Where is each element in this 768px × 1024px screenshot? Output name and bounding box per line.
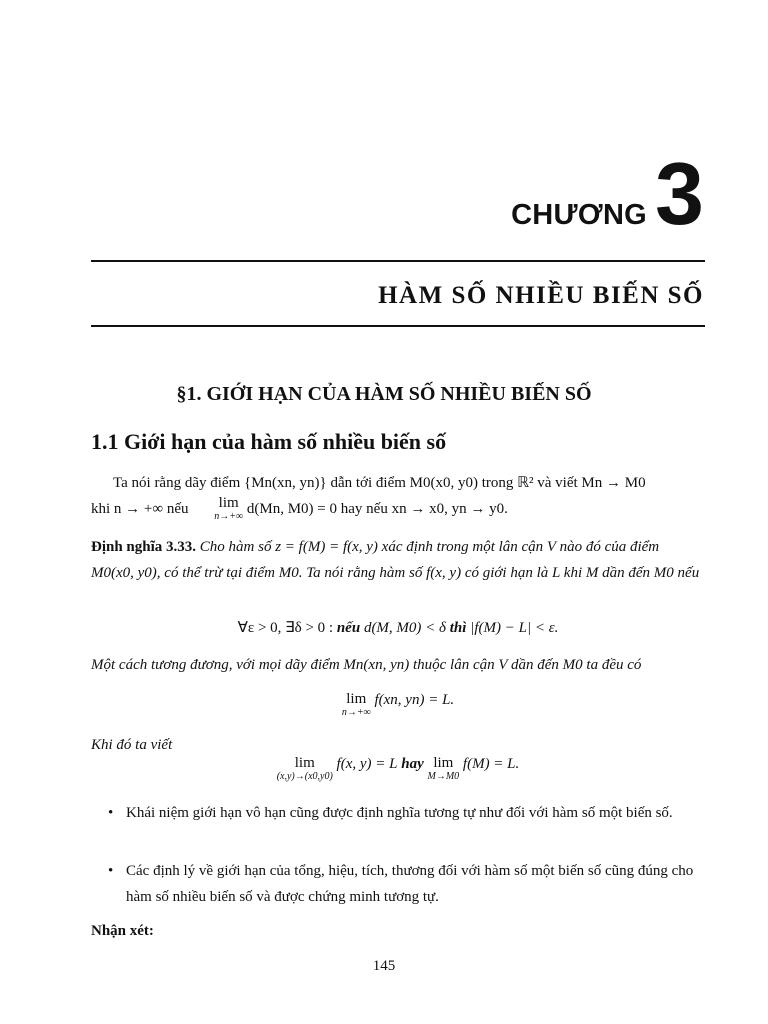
notation-lim1-word: lim — [294, 755, 315, 771]
subsection-title: 1.1 Giới hạn của hàm số nhiều biến số — [91, 429, 447, 454]
top-rule — [91, 260, 705, 262]
bullet-icon: • — [108, 863, 114, 879]
chapter-title: HÀM SỐ NHIỀU BIẾN SỐ — [378, 282, 704, 309]
intro-limit — [192, 496, 243, 522]
formula-if: nếu — [336, 620, 361, 636]
equivalent-limit — [342, 692, 371, 718]
bullet-item-2 — [108, 858, 705, 910]
equivalent-lim-sub: n→+∞ — [341, 707, 371, 718]
intro-paragraph — [91, 470, 705, 522]
intro-lim-sub: n→+∞ — [214, 511, 244, 522]
chapter-heading — [511, 144, 704, 243]
definition-formula — [91, 618, 705, 637]
chapter-number: 3 — [655, 144, 704, 243]
notation-lim1-sub: (x,y)→(x0,y0) — [276, 771, 333, 782]
formula-then: thì — [449, 620, 467, 636]
intro-line-2b: d(Mn, M0) = 0 hay nếu xn → x0, yn → y0. — [246, 501, 508, 517]
notation-formula — [91, 756, 705, 782]
remark-label: Nhận xét: — [91, 923, 154, 939]
notation-expression-1: f(x, y) = L — [336, 756, 398, 772]
definition-label: Định nghĩa 3.33. — [91, 539, 197, 555]
notation-expression-2: f(M) = L. — [462, 756, 520, 772]
chapter-label: CHƯƠNG — [511, 199, 648, 231]
definition-paragraph — [91, 534, 705, 586]
equivalent-expression: f(xn, yn) = L. — [374, 692, 455, 708]
intro-line-1: Ta nói rằng dãy điểm {Mn(xn, yn)} dẫn tới điểm M0(x0, y0) trong ℝ² và viết Mn → M0 — [113, 475, 646, 491]
bullet-text-1: Khái niệm giới hạn vô hạn cũng được định nghĩa tương tự như đối với hàm số một biến số. — [126, 805, 673, 821]
formula-quantifiers: ∀ε > 0, ∃δ > 0 : — [237, 620, 334, 636]
bullet-item-1 — [108, 800, 705, 826]
bullet-icon: • — [108, 805, 114, 821]
notation-lim2-sub: M→M0 — [427, 771, 460, 782]
section-title: §1. GIỚI HẠN CỦA HÀM SỐ NHIỀU BIẾN SỐ — [176, 383, 592, 405]
notation-limit-2 — [427, 756, 459, 782]
bullet-text-2: Các định lý về giới hạn của tổng, hiệu, tích, thương đối với hàm số một biến số cũng đúng cho hàm số nhiều biến số và được chứng minh tương tự. — [126, 863, 694, 905]
notation-limit-1 — [277, 756, 333, 782]
equivalent-paragraph: Một cách tương đương, với mọi dãy điểm Mn(xn, yn) thuộc lân cận V dần đến M0 ta đều có — [91, 657, 642, 673]
intro-lim-word: lim — [218, 495, 239, 511]
formula-distance: d(M, M0) < δ — [363, 620, 447, 636]
formula-bound: |f(M) − L| < ε. — [470, 620, 559, 636]
equivalent-lim-word: lim — [346, 691, 367, 707]
notation-or: hay — [401, 756, 424, 772]
page-number: 145 — [372, 958, 396, 974]
equivalent-formula — [91, 692, 705, 718]
notation-lim2-word: lim — [433, 755, 454, 771]
intro-line-2a: khi n → +∞ nếu — [91, 501, 189, 517]
bottom-rule — [91, 325, 705, 327]
definition-text: Cho hàm số z = f(M) = f(x, y) xác định trong một lân cận V nào đó của điểm M0(x0, y0), có thể trừ tại điểm M0. Ta nói rằng hàm số f(x, y) có giới hạn là L khi M dần đến M0 nếu — [91, 539, 700, 581]
notation-intro: Khi đó ta viết — [91, 737, 173, 753]
